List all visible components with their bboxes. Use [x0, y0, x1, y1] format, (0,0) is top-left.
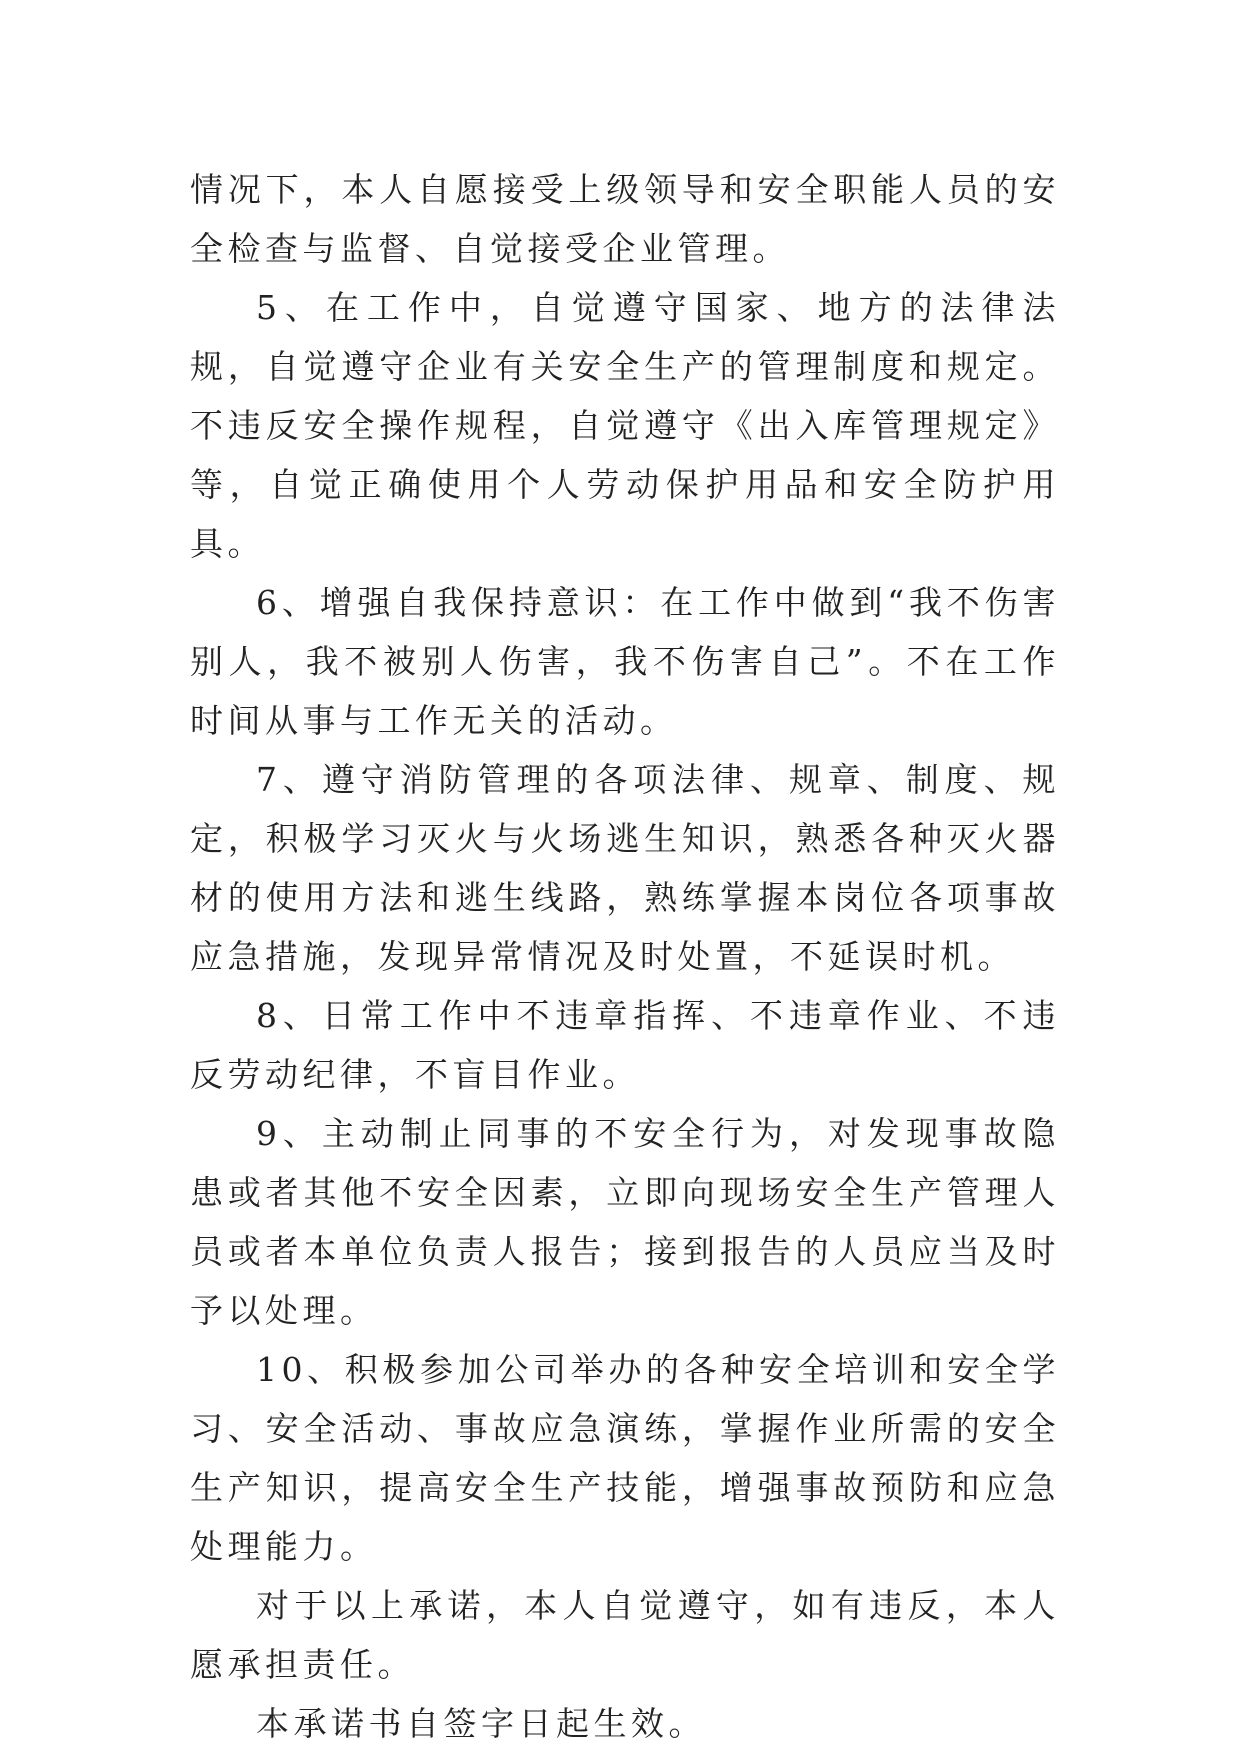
paragraph-commitment: 对于以上承诺，本人自觉遵守，如有违反，本人愿承担责任。: [190, 1586, 1060, 1684]
document-body: [190, 160, 1060, 1753]
paragraph-item-5: 5、在工作中，自觉遵守国家、地方的法律法规，自觉遵守企业有关安全生产的管理制度和规定。不违反安全操作规程，自觉遵守《出入库管理规定》等，自觉正确使用个人劳动保护用品和安全防护用具。: [190, 288, 1060, 563]
paragraph-effective-date: 本承诺书自签字日起生效。: [256, 1704, 706, 1743]
paragraph-item-6: 6、增强自我保持意识：在工作中做到“我不伤害别人，我不被别人伤害，我不伤害自己”。不在工作时间从事与工作无关的活动。: [190, 583, 1060, 740]
paragraph-item-8: 8、日常工作中不违章指挥、不违章作业、不违反劳动纪律，不盲目作业。: [190, 996, 1060, 1094]
paragraph-item-7: 7、遵守消防管理的各项法律、规章、制度、规定，积极学习灭火与火场逃生知识，熟悉各种灭火器材的使用方法和逃生线路，熟练掌握本岗位各项事故应急措施，发现异常情况及时处置，不延误时机。: [190, 760, 1060, 976]
paragraph-item-10: 10、积极参加公司举办的各种安全培训和安全学习、安全活动、事故应急演练，掌握作业所需的安全生产知识，提高安全生产技能，增强事故预防和应急处理能力。: [190, 1350, 1060, 1566]
paragraph-item-9: 9、主动制止同事的不安全行为，对发现事故隐患或者其他不安全因素，立即向现场安全生产管理人员或者本单位负责人报告；接到报告的人员应当及时予以处理。: [190, 1114, 1060, 1330]
paragraph-continuation: 情况下，本人自愿接受上级领导和安全职能人员的安全检查与监督、自觉接受企业管理。: [190, 170, 1060, 268]
